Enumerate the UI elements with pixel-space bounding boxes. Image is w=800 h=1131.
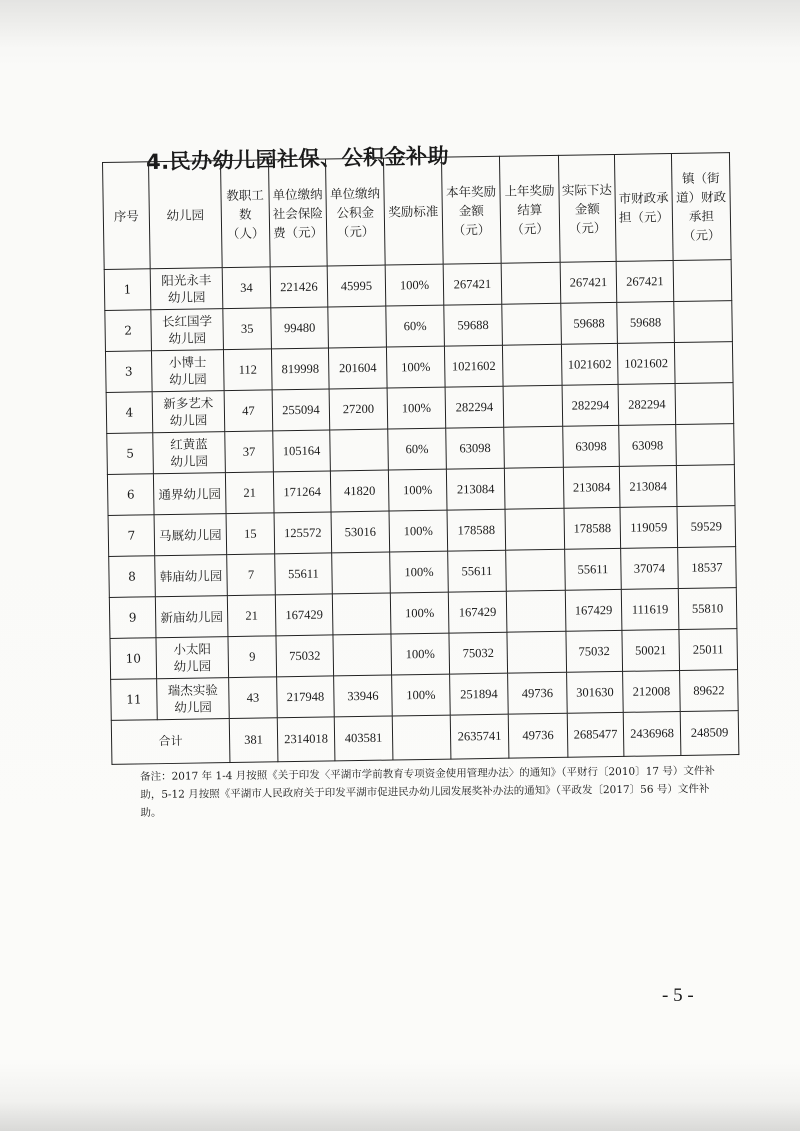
row-social-insurance: 255094 xyxy=(272,389,330,431)
row-housing-fund: 41820 xyxy=(330,470,389,512)
row-social-insurance: 221426 xyxy=(270,266,328,308)
row-standard: 100% xyxy=(391,633,450,675)
row-town: 89622 xyxy=(680,670,739,712)
total-social: 2314018 xyxy=(277,717,335,762)
row-current-award: 1021602 xyxy=(444,345,503,387)
row-index: 2 xyxy=(105,310,152,352)
row-kindergarten-name: 瑞杰实验 幼儿园 xyxy=(157,678,230,720)
row-city: 1021602 xyxy=(617,343,675,385)
row-city: 59688 xyxy=(617,302,675,344)
row-index: 1 xyxy=(104,269,151,311)
row-current-award: 282294 xyxy=(445,386,504,428)
total-town: 248509 xyxy=(680,711,739,756)
header-actual: 实际下达金额（元） xyxy=(558,154,616,262)
row-standard: 100% xyxy=(385,264,444,306)
row-staff: 47 xyxy=(224,390,273,432)
header-housing-fund: 单位缴纳公积金（元） xyxy=(325,158,385,266)
row-standard: 60% xyxy=(388,428,447,470)
row-housing-fund: 45995 xyxy=(327,265,386,307)
header-kindergarten: 幼儿园 xyxy=(149,161,223,269)
row-standard: 100% xyxy=(386,346,445,388)
row-kindergarten-name: 新多艺术 幼儿园 xyxy=(152,391,225,433)
section-title: 4.民办幼儿园社保、公积金补助 xyxy=(145,143,450,175)
header-current-award: 本年奖励金额（元） xyxy=(441,156,501,264)
row-kindergarten-name: 红黄蓝 幼儿园 xyxy=(153,432,226,474)
row-town xyxy=(676,424,735,466)
row-current-award: 75032 xyxy=(449,632,508,674)
row-actual: 75032 xyxy=(566,630,623,672)
row-index: 10 xyxy=(110,638,157,680)
row-city: 282294 xyxy=(618,384,676,426)
footnote: 备注：2017 年 1-4 月按照《关于印发〈平湖市学前教育专项资金使用管理办法〉的通知》（平财行〔2010〕17 号）文件补助，5-12 月按照《平湖市人民政府关于印发平湖市促进民办幼儿园发展奖补办法的通知》（平政发〔2017〕56 号）文件补助。 xyxy=(140,764,715,819)
row-last-year xyxy=(506,590,566,632)
header-town: 镇（街道）财政承担（元） xyxy=(671,153,731,261)
scan-shadow-bottom xyxy=(0,1101,800,1131)
subsidy-table-wrapper xyxy=(102,152,739,765)
row-kindergarten-name: 阳光永丰 幼儿园 xyxy=(150,268,223,310)
row-city: 50021 xyxy=(622,629,680,671)
row-kindergarten-name: 韩庙幼儿园 xyxy=(155,555,228,597)
row-standard: 60% xyxy=(386,305,445,347)
row-housing-fund xyxy=(328,306,387,348)
row-actual: 301630 xyxy=(567,671,624,713)
row-social-insurance: 819998 xyxy=(271,348,329,390)
row-actual: 55611 xyxy=(565,548,622,590)
row-town: 25011 xyxy=(679,629,738,671)
row-housing-fund xyxy=(332,552,391,594)
row-actual: 63098 xyxy=(563,425,620,467)
row-last-year xyxy=(503,385,563,427)
page-number: - 5 - xyxy=(662,985,694,1006)
row-staff: 43 xyxy=(229,677,278,719)
row-housing-fund: 53016 xyxy=(331,511,390,553)
row-current-award: 213084 xyxy=(446,468,505,510)
row-actual: 213084 xyxy=(563,466,620,508)
row-town xyxy=(675,383,734,425)
row-social-insurance: 75032 xyxy=(276,635,334,677)
total-staff: 381 xyxy=(229,718,278,763)
header-city: 市财政承担（元） xyxy=(614,154,673,262)
row-standard: 100% xyxy=(389,510,448,552)
row-standard: 100% xyxy=(390,592,449,634)
row-staff: 112 xyxy=(223,349,272,391)
row-current-award: 167429 xyxy=(448,591,507,633)
row-city: 63098 xyxy=(619,425,677,467)
row-social-insurance: 55611 xyxy=(275,553,333,595)
row-town: 59529 xyxy=(677,506,736,548)
row-social-insurance: 217948 xyxy=(277,676,335,718)
row-social-insurance: 125572 xyxy=(274,512,332,554)
row-city: 212008 xyxy=(623,670,681,712)
row-current-award: 267421 xyxy=(443,263,502,305)
row-city: 267421 xyxy=(616,261,674,303)
row-city: 37074 xyxy=(621,548,679,590)
row-kindergarten-name: 通界幼儿园 xyxy=(153,473,226,515)
row-kindergarten-name: 小太阳 幼儿园 xyxy=(156,637,229,679)
subsidy-table xyxy=(102,152,739,765)
row-city: 213084 xyxy=(619,466,677,508)
row-social-insurance: 105164 xyxy=(273,430,331,472)
row-housing-fund: 201604 xyxy=(328,347,387,389)
header-social-insurance: 单位缴纳社会保险费（元） xyxy=(268,159,327,267)
row-actual: 1021602 xyxy=(561,343,618,385)
row-housing-fund xyxy=(330,429,389,471)
total-actual: 2685477 xyxy=(567,712,624,757)
total-fund: 403581 xyxy=(334,716,393,761)
row-last-year xyxy=(502,344,562,386)
row-last-year xyxy=(505,508,565,550)
row-current-award: 55611 xyxy=(448,550,507,592)
row-standard: 100% xyxy=(388,469,447,511)
row-staff: 15 xyxy=(226,513,275,555)
scan-shadow-top xyxy=(0,0,800,48)
total-row xyxy=(111,711,739,765)
row-standard: 100% xyxy=(387,387,446,429)
row-current-award: 63098 xyxy=(446,427,505,469)
row-town xyxy=(673,260,732,302)
row-last-year: 49736 xyxy=(508,672,568,714)
header-index: 序号 xyxy=(103,162,151,270)
row-last-year xyxy=(507,631,567,673)
row-city: 119059 xyxy=(620,507,678,549)
row-last-year xyxy=(501,262,561,304)
row-staff: 21 xyxy=(225,472,274,514)
row-current-award: 178588 xyxy=(447,509,506,551)
row-index: 11 xyxy=(111,679,158,721)
row-index: 4 xyxy=(106,392,153,434)
row-kindergarten-name: 新庙幼儿园 xyxy=(155,596,228,638)
row-housing-fund xyxy=(333,634,392,676)
total-city: 2436968 xyxy=(623,711,681,756)
row-last-year xyxy=(504,426,564,468)
row-actual: 282294 xyxy=(562,384,619,426)
row-actual: 59688 xyxy=(561,302,618,344)
header-staff: 教职工数（人） xyxy=(220,160,270,268)
row-housing-fund: 33946 xyxy=(334,675,393,717)
row-staff: 35 xyxy=(223,308,272,350)
row-standard: 100% xyxy=(392,674,451,716)
row-kindergarten-name: 小博士 幼儿园 xyxy=(151,350,224,392)
row-town xyxy=(674,301,733,343)
row-kindergarten-name: 马厩幼儿园 xyxy=(154,514,227,556)
row-actual: 167429 xyxy=(565,589,622,631)
total-award: 2635741 xyxy=(450,714,509,759)
row-city: 111619 xyxy=(621,589,679,631)
row-town xyxy=(676,465,735,507)
row-staff: 34 xyxy=(222,267,271,309)
total-label: 合计 xyxy=(111,719,230,765)
total-std xyxy=(392,715,451,760)
row-staff: 9 xyxy=(228,636,277,678)
row-index: 9 xyxy=(109,597,156,639)
header-last-year: 上年奖励结算（元） xyxy=(499,155,560,263)
row-kindergarten-name: 长红国学 幼儿园 xyxy=(151,309,224,351)
row-current-award: 251894 xyxy=(450,673,509,715)
row-actual: 178588 xyxy=(564,507,621,549)
row-current-award: 59688 xyxy=(444,304,503,346)
row-standard: 100% xyxy=(390,551,449,593)
total-last: 49736 xyxy=(508,713,568,758)
row-town: 18537 xyxy=(678,547,737,589)
row-staff: 37 xyxy=(225,431,274,473)
row-staff: 21 xyxy=(227,595,276,637)
row-last-year xyxy=(504,467,564,509)
row-index: 5 xyxy=(107,433,154,475)
row-town: 55810 xyxy=(678,588,737,630)
row-index: 8 xyxy=(109,556,156,598)
row-last-year xyxy=(502,303,562,345)
table-header-row xyxy=(103,153,732,270)
row-actual: 267421 xyxy=(560,261,617,303)
row-housing-fund xyxy=(332,593,391,635)
header-standard: 奖励标准 xyxy=(383,157,443,265)
row-index: 3 xyxy=(105,351,152,393)
row-social-insurance: 171264 xyxy=(273,471,331,513)
row-social-insurance: 99480 xyxy=(271,307,329,349)
row-index: 7 xyxy=(108,515,155,557)
row-index: 6 xyxy=(107,474,154,516)
row-town xyxy=(674,342,733,384)
row-last-year xyxy=(506,549,566,591)
row-staff: 7 xyxy=(227,554,276,596)
row-social-insurance: 167429 xyxy=(275,594,333,636)
row-housing-fund: 27200 xyxy=(329,388,388,430)
